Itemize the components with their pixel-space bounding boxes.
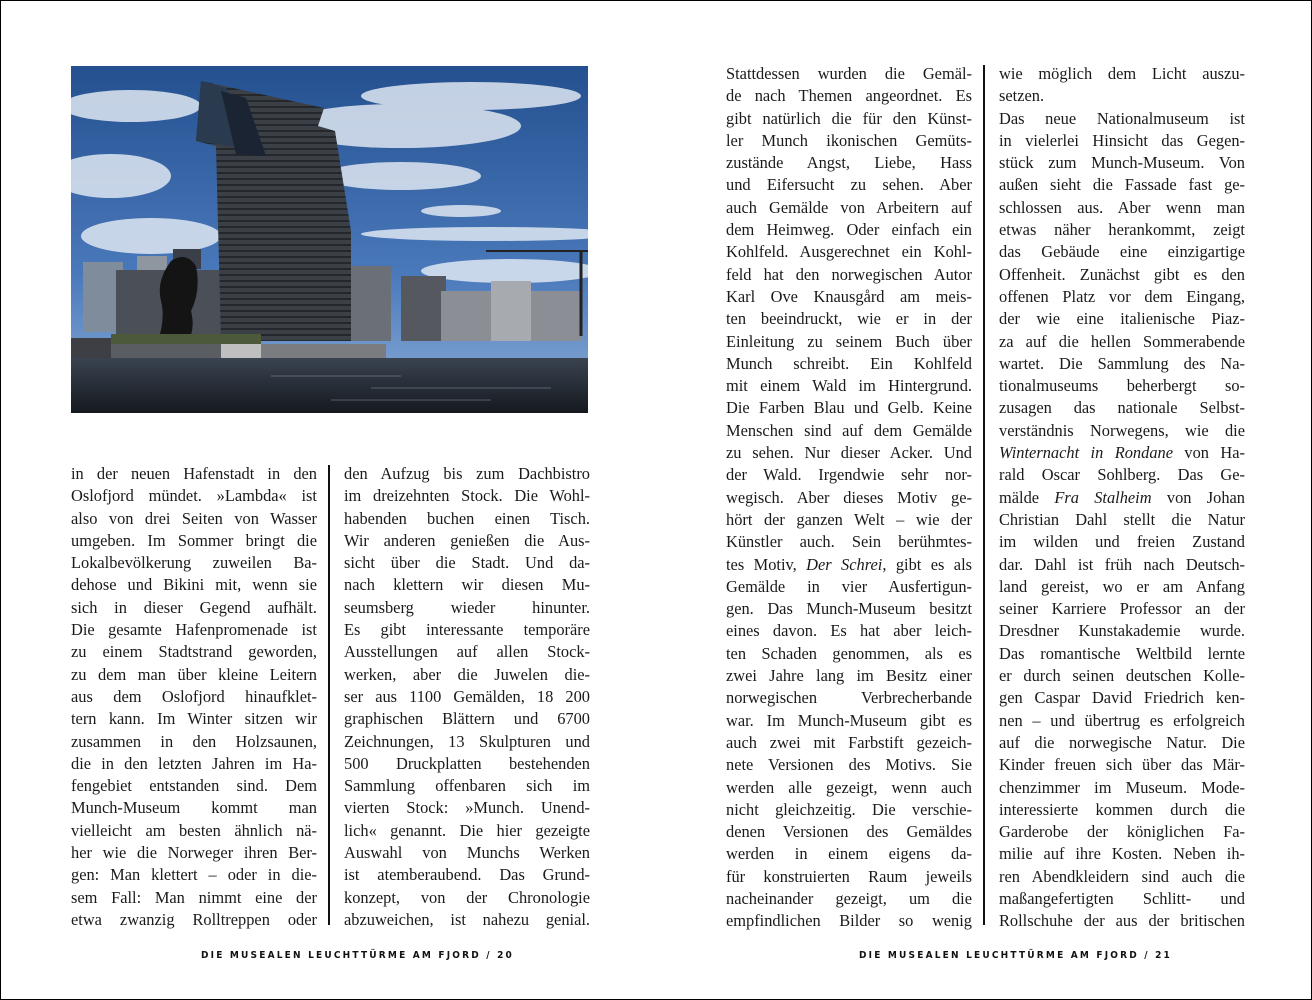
text-line: tern kann. Im Winter sitzen wir [71,709,317,729]
text-line: Garderobe der königlichen Fa- [999,822,1245,842]
text-line: Gemälde in vier Ausfertigun- [726,576,972,596]
text-line: Auswahl von Munchs Werken [344,843,590,863]
text-line: sicht über die Stadt. Und da- [344,553,590,573]
text-line: lich« genannt. Die hier gezeigte [344,820,590,840]
text-line: Kohlfeld. Ausgerechnet ein Kohl- [726,242,972,262]
text-line: Karl Ove Knausgård am meis- [726,286,972,306]
text-line: abzuweichen, ist nahezu genial. [344,909,590,929]
text-line: Stattdessen wurden die Gemäl- [726,64,972,83]
text-line: offenen Platz vor dem Eingang, [999,286,1245,306]
text-line: umgeben. Im Sommer bringt die [71,530,317,550]
text-line: feld hat den norwegischen Autor [726,264,972,284]
text-line: Kinder freuen sich über das Mär- [999,755,1245,775]
text-line: in vielerlei Hinsicht das Gegen- [999,130,1245,150]
text-line: 500 Druckplatten bestehenden [344,753,590,773]
text-line: der Wald. Irgendwie sehr nor- [726,465,972,485]
text-line: Rollschuhe der aus der britischen [999,911,1245,931]
text-line: Munch schreibt. Ein Kohlfeld [726,353,972,373]
text-line: das Gebäude eine einzigartige [999,242,1245,262]
text-line: ler Munch ikonischen Gemüts- [726,130,972,150]
text-line: her wie die Norweger ihren Ber- [71,843,317,863]
text-line: nacheinander gezeigt, um die [726,888,972,908]
text-line: zu sehen. Nur dieser Acker. Und [726,443,972,463]
text-line: gibt natürlich die für den Künst- [726,108,972,128]
text-line: der wie eine italienische Piaz- [999,309,1245,329]
text-line: ten Schaden genommen, als es [726,643,972,663]
text-line: zu einem Stadtstrand geworden, [71,642,317,662]
text-line: schlossen aus. Aber wenn man [999,197,1245,217]
right-page-column-2 [999,63,1245,933]
text-line: interessierte kommen durch die [999,799,1245,819]
text-line: eines davon. Es hat aber leich- [726,621,972,641]
text-line: wegisch. Aber dieses Motiv ge- [726,487,972,507]
text-line: za auf die hellen Sommerabende [999,331,1245,351]
right-page-column-1 [726,63,972,933]
text-line: Lokalbevölkerung zuweilen Ba- [71,553,317,573]
text-line: denen Versionen des Gemäldes [726,822,972,842]
text-line: wie möglich dem Licht auszu- [999,64,1245,83]
text-line: empfindlichen Bilder so wenig [726,911,972,931]
text-line: für konstruierten Raum jeweils [726,866,972,886]
text-line: Wir anderen genießen die Aus- [344,530,590,550]
artwork-title: Fra Stalheim [1054,487,1152,507]
text-line: Zeichnungen, 13 Skulpturen und [344,731,590,751]
text-line: auf die norwegische Natur. Die [999,732,1245,752]
text-line: mit einem Wald im Hintergrund. [726,376,972,396]
text-line: Das romantische Weltbild lernte [999,643,1245,663]
text-line: ten beeindruckt, wie er in der [726,309,972,329]
text-line: tes Motiv, Der Schrei, gibt es als [726,554,972,574]
left-page-running-footer: DIE MUSEALEN LEUCHTTÜRME AM FJORD / 20 [201,950,515,961]
text-line: graphischen Blättern und 6700 [344,709,590,729]
text-line: Christian Dahl stellt die Natur [999,509,1245,529]
text-line: norwegischen Verbrecherbande [726,688,972,708]
text-line: in der neuen Hafenstadt in den [71,464,317,483]
text-line: maßangefertigten Schlitt- und [999,888,1245,908]
right-page-running-footer: DIE MUSEALEN LEUCHTTÜRME AM FJORD / 21 [859,950,1173,961]
text-line: ser aus 1100 Gemälden, 18 200 [344,686,590,706]
text-line: rald Oscar Sohlberg. Das Ge- [999,465,1245,485]
text-line: gen Caspar David Friedrich ken- [999,688,1245,708]
text-line: setzen. [999,86,1045,106]
left-page-column-2 [344,463,590,931]
text-line: auch zwei mit Farbstift gezeich- [726,732,972,752]
text-line: vierten Stock: »Munch. Unend- [344,798,590,818]
text-line: land gereist, wo er am Anfang [999,576,1245,596]
text-line: sich in dieser Gegend aufhält. [71,597,317,617]
text-line: fengebiet entstanden sind. Dem [71,776,317,796]
text-line: nete Versionen des Motivs. Sie [726,755,972,775]
text-line: werden in einem eigens da- [726,844,972,864]
text-line: wartet. Die Sammlung des Na- [999,353,1245,373]
text-line: werken, aber die Juwelen die- [344,664,590,684]
text-line: stück zum Munch-Museum. Von [999,153,1245,173]
text-line: Es gibt interessante temporäre [344,620,590,640]
text-line: die in den letzten Jahren im Ha- [71,753,317,773]
text-line: dar. Dahl ist früh nach Deutsch- [999,554,1245,574]
text-line: dehose und Bikini mit, wenn sie [71,575,317,595]
text-line: vielleicht am besten ähnlich nä- [71,820,317,840]
text-line: milie auf ihre Kosten. Neben ih- [999,844,1245,864]
text-line: nen – und übertrug es erfolgreich [999,710,1245,730]
text-line: Ausstellungen auf allen Stock- [344,642,590,662]
munch-museum-photo [71,66,588,413]
text-line: Sammlung offenbaren sich im [344,776,590,796]
text-line: Das neue Nationalmuseum ist [999,108,1245,128]
text-line: verständnis Norwegens, wie die [999,420,1245,440]
text-line: gen: Man klettert – oder in die- [71,865,317,885]
text-line: zwei Jahre lang im Besitz einer [726,666,972,686]
photo-illustration [71,66,588,413]
text-line: dem Heimweg. Oder einfach ein [726,220,972,240]
text-line: ist atemberaubend. Das Grund- [344,865,590,885]
text-line: den Aufzug bis zum Dachbistro [344,464,590,483]
text-line: auch Gemälde von Arbeitern auf [726,197,972,217]
artwork-title: Der Schrei [806,554,883,574]
text-line: also von drei Seiten von Wasser [71,508,317,528]
text-line: aus dem Oslofjord hinaufklet- [71,686,317,706]
text-line: mälde Fra Stalheim von Johan [999,487,1245,507]
text-line: werden alle gezeigt, wenn auch [726,777,972,797]
text-line: Die gesamte Hafenpromenade ist [71,620,317,640]
artwork-title: Winternacht in Rondane [999,443,1173,463]
text-line: seumsberg wieder hinunter. [344,597,590,617]
text-line: hört der ganzen Welt – wie der [726,509,972,529]
text-line: nach klettern wir diesen Mu- [344,575,590,595]
left-page-column-1 [71,463,317,931]
text-line: etwas näher herankommt, zeigt [999,220,1245,240]
text-line: nicht gleichzeitig. Die verschie- [726,799,972,819]
text-line: zusammen in den Holzsaunen, [71,731,317,751]
text-line: Dresdner Kunstakademie wurde. [999,621,1245,641]
text-line: gen. Das Munch-Museum besitzt [726,599,972,619]
text-line: zustände Angst, Liebe, Hass [726,153,972,173]
text-line: sem Fall: Man nimmt eine der [71,887,317,907]
text-line: Munch-Museum kommt man [71,798,317,818]
column-rule [328,465,330,925]
text-line: zu dem man über kleine Leitern [71,664,317,684]
text-line: seiner Karriere Professor an der [999,599,1245,619]
text-line: und Eifersucht zu sehen. Aber [726,175,972,195]
text-line: war. Im Munch-Museum gibt es [726,710,972,730]
text-line: konzept, von der Chronologie [344,887,590,907]
text-line: ren Abendkleidern sind auch die [999,866,1245,886]
text-line: tionalmuseums beherbergt so- [999,376,1245,396]
text-line: im dreizehnten Stock. Die Wohl- [344,486,590,506]
text-line: etwa zwanzig Rolltreppen oder [71,909,317,929]
column-rule [983,65,985,925]
text-line: chenzimmer im Museum. Mode- [999,777,1245,797]
text-line: Offenheit. Zunächst gibt es den [999,264,1245,284]
text-line: Künstler auch. Sein berühmtes- [726,532,972,552]
text-line: im wilden und freien Zustand [999,532,1245,552]
text-line: Oslofjord mündet. »Lambda« ist [71,486,317,506]
text-line: Menschen sind auf dem Gemälde [726,420,972,440]
text-line: Einleitung zu seinem Buch über [726,331,972,351]
text-line: de nach Themen angeordnet. Es [726,86,972,106]
text-line: zusagen das nationale Selbst- [999,398,1245,418]
text-line: er durch seinen deutschen Kolle- [999,666,1245,686]
text-line: Winternacht in Rondane von Ha- [999,443,1245,463]
text-line: außen sieht die Fassade fast ge- [999,175,1245,195]
text-line: Die Farben Blau und Gelb. Keine [726,398,972,418]
text-line: habenden buchen einen Tisch. [344,508,590,528]
